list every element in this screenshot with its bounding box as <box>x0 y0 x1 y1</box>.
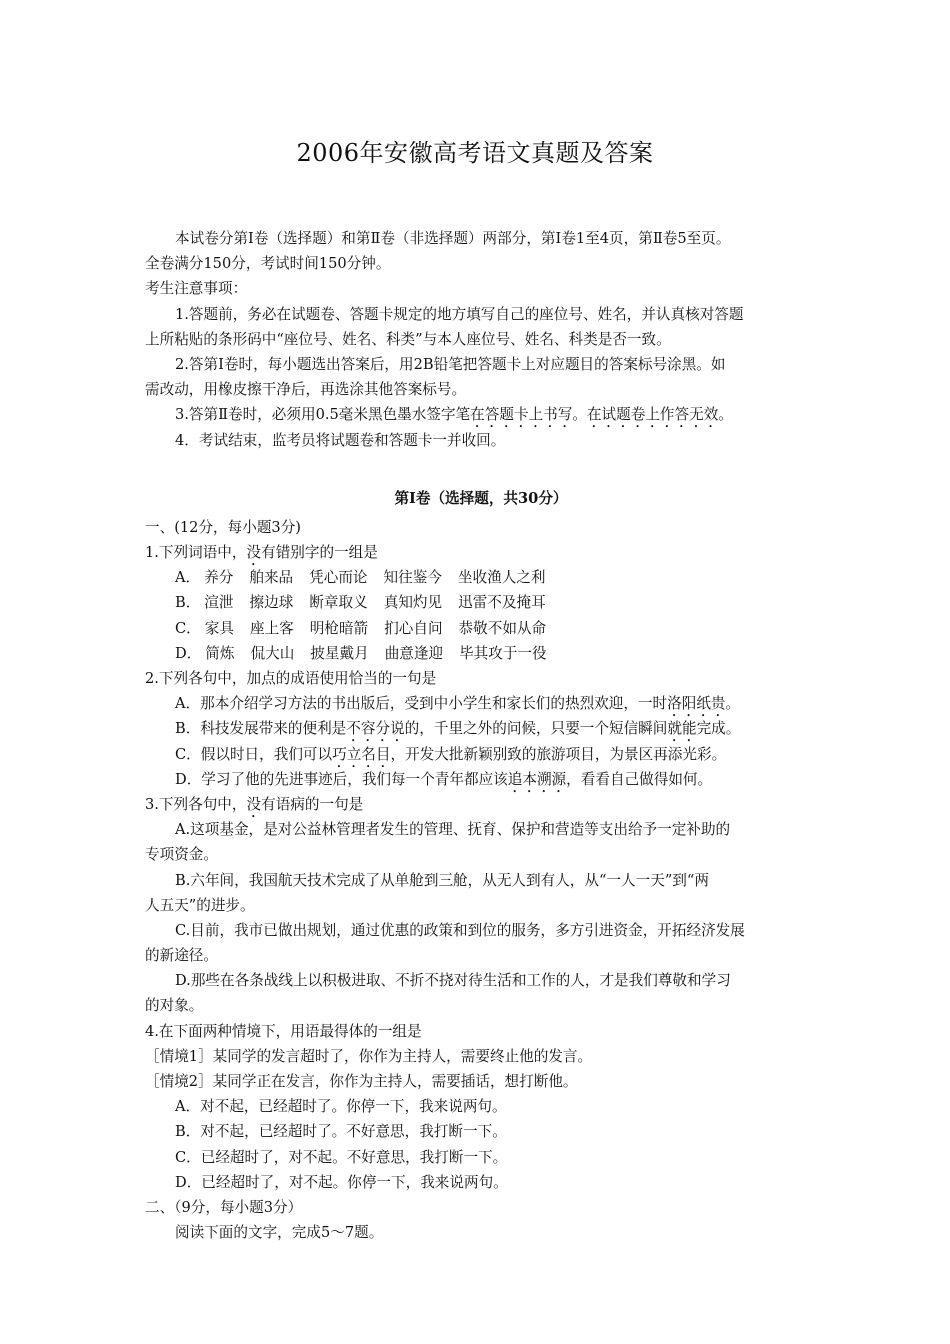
q1-option-a <box>145 565 817 590</box>
q1-stem-pre: 1.下列词语中， <box>145 544 247 562</box>
q1-c-label: C． <box>175 619 201 637</box>
q1-d-word: 披星戴月 <box>310 644 369 662</box>
document-title: 2006年安徽高考语文真题及答案 <box>296 139 654 167</box>
q2-stem: 2.下列各句中，加点的成语使用恰当的一句是 <box>145 670 437 687</box>
q1-option-b <box>145 590 817 615</box>
q1-stem-post: 有错别字的一组是 <box>261 544 378 562</box>
q2-a-post: 。 <box>725 695 741 713</box>
notice-2a: 2.答第Ⅰ卷时，每小题选出答案后，用2B铅笔把答题卡上对应题目的答案标号涂黑。如 <box>175 355 726 373</box>
q2-option-c <box>145 742 817 767</box>
q4-option-d: D．已经超时了，对不起。你停一下，我来说两句。 <box>175 1173 508 1191</box>
q1-b-word: 迅雷不及掩耳 <box>458 594 546 612</box>
q1-c-word: 座上客 <box>249 619 294 637</box>
q1-d-word: 毕其攻于一役 <box>459 644 547 662</box>
notice-3-end: 。 <box>718 406 733 424</box>
q1-b-label: B． <box>175 594 201 612</box>
q2-option-a <box>145 691 817 716</box>
intro-line-1: 本试卷分第Ⅰ卷（选择题）和第Ⅱ卷（非选择题）两部分，第Ⅰ卷1至4页，第Ⅱ卷5至页。 <box>175 230 731 247</box>
q3-option-b-2: 人五天”的进步。 <box>145 896 255 914</box>
intro-line-2: 全卷满分150分，考试时间150分钟。 <box>145 255 391 273</box>
notice-1b: 上所粘贴的条形码中“座位号、姓名、科类”与本人座位号、姓名、科类是否一致。 <box>145 330 671 348</box>
q1-d-word: 简炼 <box>205 644 235 662</box>
part-2-heading: 二、（9分，每小题3分） <box>145 1198 303 1216</box>
notice-4: 4．考试结束，监考员将试题卷和答题卡一并收回。 <box>175 431 506 449</box>
q1-c-word: 家具 <box>204 619 234 637</box>
q3-option-c-1: C.目前，我市已做出规划，通过优惠的政策和到位的服务，多方引进资金，开拓经济发展 <box>175 921 745 939</box>
q1-option-c <box>145 616 817 641</box>
q3-stem-pre: 3.下列各句中， <box>145 795 247 813</box>
q1-a-word: 知往鉴今 <box>383 569 442 587</box>
q2-a-emphasis: 洛阳纸贵 <box>667 695 726 713</box>
q1-b-word: 渲泄 <box>204 594 234 612</box>
section-1-title: 第Ⅰ卷（选择题，共30分） <box>394 489 568 507</box>
q2-b-emphasis-1: 不容分说 <box>346 720 405 738</box>
q2-c-pre: C．假以时日，我们可以 <box>175 745 333 763</box>
q2-b-post: 完成。 <box>696 720 741 738</box>
notice-heading: 考生注意事项： <box>145 280 248 298</box>
q2-b-emphasis-2: 就能 <box>667 720 697 738</box>
q1-d-word: 曲意逢迎 <box>384 644 444 662</box>
notice-3-pre: 3.答第Ⅱ卷时，必须用0.5毫米黑色墨水签字笔 <box>175 406 471 424</box>
q1-b-word: 真知灼见 <box>383 594 443 612</box>
q4-option-c: C．已经超时了，对不起。不好意思，我打断一下。 <box>175 1148 508 1166</box>
q1-option-d <box>145 641 817 666</box>
q2-b-pre: B．科技发展带来的便利是 <box>175 720 347 738</box>
q2-b-mid: 的，千里之外的问候，只要一个短信瞬间 <box>404 720 668 738</box>
q3-option-a-1: A.这项基金，是对公益林管理者发生的管理、抚育、保护和营造等支出给予一定补助的 <box>175 821 731 839</box>
q2-d-pre: D．学习了他的先进事迹后，我们每一个青年都应该 <box>175 770 508 788</box>
q2-c-emphasis: 巧立名目 <box>332 745 391 763</box>
q1-stem-emphasis: 没 <box>246 544 262 562</box>
q1-a-word: 养分 <box>204 569 234 587</box>
q1-a-label: A． <box>175 569 201 587</box>
q1-d-word: 侃大山 <box>250 644 295 662</box>
part-2-instruction: 阅读下面的文字，完成5～7题。 <box>175 1224 384 1242</box>
notice-1a: 1.答题前，务必在试题卷、答题卡规定的地方填写自己的座位号、姓名，并认真核对答题 <box>175 305 744 323</box>
q1-d-label: D． <box>175 644 202 662</box>
q1-c-word: 扪心自问 <box>384 619 443 637</box>
notice-3-emphasis-1: 在答题卡上书写 <box>470 406 573 424</box>
q2-c-post: ，开发大批新颖别致的旅游项目，为景区再添光彩。 <box>390 745 727 763</box>
q4-stem: 4.在下面两种情境下，用语最得体的一组是 <box>145 1022 422 1040</box>
q3-option-d-2: 的对象。 <box>145 997 204 1015</box>
q1-c-word: 明枪暗箭 <box>309 619 369 637</box>
q2-option-d <box>145 767 817 792</box>
notice-3-emphasis-2: 在试题卷上作答无效 <box>586 406 719 424</box>
q1-stem <box>145 540 817 565</box>
q3-option-a-2: 专项资金。 <box>145 846 218 864</box>
q3-option-d-1: D.那些在各条战线上以积极进取、不折不挠对待生活和工作的人，才是我们尊敬和学习 <box>175 972 731 990</box>
q1-a-word: 舶来品 <box>249 569 294 587</box>
q3-stem-post: 有语病的一句是 <box>261 795 364 813</box>
q1-b-word: 断章取义 <box>309 594 368 612</box>
notice-2b: 需改动，用橡皮擦干净后，再选涂其他答案标号。 <box>145 381 467 399</box>
q4-scenario-1: ［情境1］某同学的发言超时了，你作为主持人，需要终止他的发言。 <box>145 1047 593 1065</box>
notice-3 <box>145 402 817 427</box>
exam-body <box>145 226 817 1245</box>
q1-b-word: 擦边球 <box>249 594 294 612</box>
q3-option-b-1: B.六年间，我国航天技术完成了从单舱到三舱，从无人到有人，从“一人一天”到“两 <box>175 871 709 889</box>
notice-3-mid: 。 <box>572 406 587 424</box>
q1-c-word: 恭敬不如从命 <box>458 619 547 637</box>
q4-scenario-2: ［情境2］某同学正在发言，你作为主持人，需要插话，想打断他。 <box>145 1073 578 1090</box>
q2-option-b <box>145 716 817 741</box>
part-1-heading: 一、(12分，每小题3分) <box>145 518 301 536</box>
q4-option-b: B．对不起，已经超时了。不好意思，我打断一下。 <box>175 1123 507 1141</box>
q2-d-post: ，看看自己做得如何。 <box>566 770 713 788</box>
q1-a-word: 凭心而论 <box>309 569 368 587</box>
q1-a-word: 坐收渔人之利 <box>457 569 546 587</box>
q3-stem-emphasis: 没 <box>246 795 262 813</box>
q3-stem <box>145 792 817 817</box>
q2-d-emphasis: 追本溯源 <box>507 770 567 788</box>
q3-option-c-2: 的新途径。 <box>145 947 218 965</box>
q2-a-pre: A．那本介绍学习方法的书出版后，受到中小学生和家长们的热烈欢迎，一时 <box>175 695 668 713</box>
q4-option-a: A．对不起，已经超时了。你停一下，我来说两句。 <box>175 1098 507 1116</box>
